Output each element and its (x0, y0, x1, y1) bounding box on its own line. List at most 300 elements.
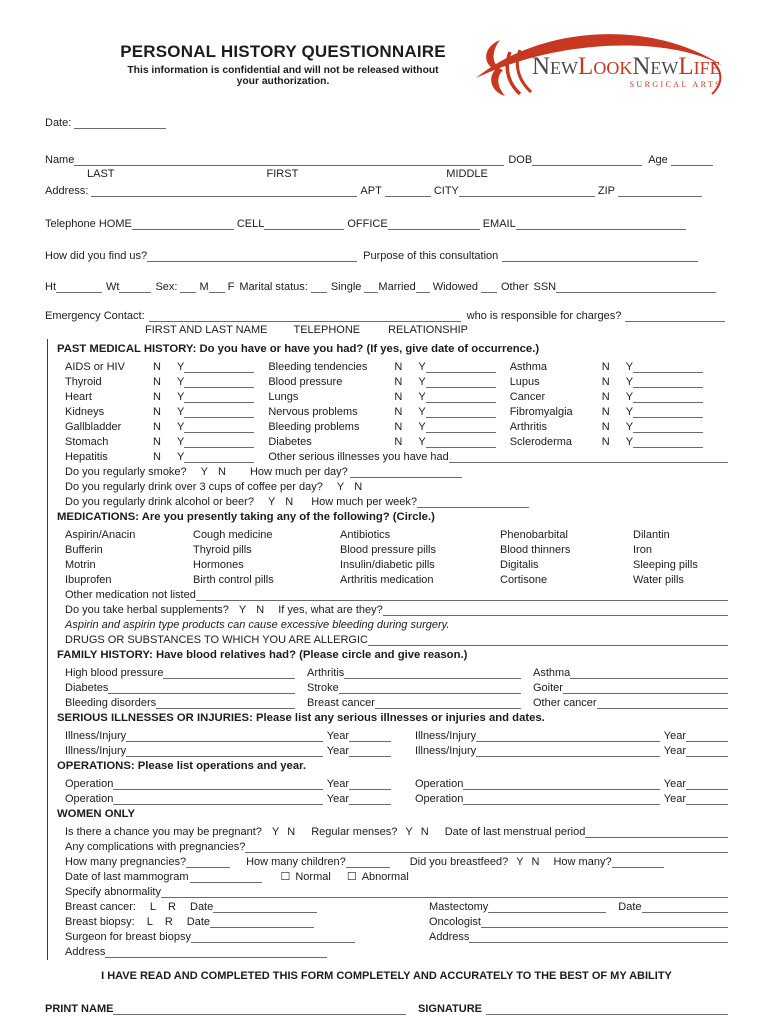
breast-biopsy-date-field[interactable] (210, 916, 314, 928)
family-cell (533, 679, 728, 694)
form-label[interactable]: Y (405, 826, 413, 838)
family-breast-cancer-field[interactable] (375, 697, 521, 709)
form-label: Do you regularly drink over 3 cups of coffee per day? (65, 481, 323, 493)
form-label: Other medication not listed (65, 589, 196, 601)
form-label: Wt (106, 281, 120, 293)
form-label[interactable]: N (153, 406, 161, 418)
form-label: Year (663, 793, 686, 805)
pregnancy-complications-field[interactable] (245, 841, 728, 853)
form-label: Date (190, 901, 214, 913)
form-label[interactable]: N (601, 436, 610, 448)
breast-cancer-row (65, 898, 728, 913)
family-cell (65, 664, 307, 679)
form-label[interactable]: Y (418, 361, 426, 373)
form-label[interactable]: Arthritis (307, 667, 345, 679)
kidneys-date-field[interactable] (184, 406, 254, 418)
fibromyalgia-date-field[interactable] (633, 406, 703, 418)
med-blood-pressure-pills[interactable]: Blood pressure pills (340, 544, 436, 556)
form-label: Any complications with pregnancies? (65, 841, 246, 853)
breastfed-count-field[interactable] (612, 856, 664, 868)
form-label: LAST (87, 168, 115, 180)
family-cell (307, 679, 533, 694)
family-cell (307, 694, 533, 709)
form-label: Regular menses? (311, 826, 398, 838)
form-label: Name (45, 154, 75, 166)
blood-pressure-date-field[interactable] (426, 376, 496, 388)
form-label[interactable]: L (149, 901, 157, 913)
purpose-field[interactable] (502, 250, 698, 262)
family-cell (533, 694, 728, 709)
office-phone-field[interactable] (388, 218, 480, 230)
pregnancies-line (65, 853, 728, 868)
family-arthritis-field[interactable] (344, 667, 521, 679)
form-label[interactable]: Y (625, 406, 634, 418)
brand-name (532, 54, 721, 79)
referral-line (45, 247, 728, 262)
illness-cell (65, 727, 403, 742)
med-insulin-diabetic-pills[interactable]: Insulin/diabetic pills (340, 559, 435, 571)
form-label[interactable]: N (601, 376, 610, 388)
form-label: DOB (508, 154, 533, 166)
weight-field[interactable] (119, 281, 151, 293)
form-label: Specify abnormality (65, 886, 161, 898)
form-label[interactable]: Y (238, 604, 247, 616)
telephone-line (45, 215, 728, 230)
form-label: Arthritis (509, 421, 547, 433)
illness-2-field[interactable] (476, 730, 660, 742)
form-label[interactable]: N (153, 361, 161, 373)
other-medication-field[interactable] (196, 589, 728, 601)
serious-illnesses-heading: SERIOUS ILLNESSES OR INJURIES: Please list any serious illnesses or injuries and dates. (57, 712, 545, 724)
breast-cancer-cell (65, 898, 417, 913)
signature-field[interactable] (486, 1003, 728, 1015)
form-label: Operation (65, 793, 114, 805)
form-label: DRUGS OR SUBSTANCES TO WHICH YOU ARE ALLERGIC (65, 634, 368, 646)
form-label[interactable]: Y (177, 436, 185, 448)
form-label[interactable]: Y (625, 421, 634, 433)
form-label: Surgeon for breast biopsy (65, 931, 191, 943)
form-label[interactable]: Y (177, 421, 185, 433)
date-field[interactable] (74, 117, 166, 129)
med-thyroid-pills[interactable]: Thyroid pills (193, 544, 252, 556)
lungs-date-field[interactable] (426, 391, 496, 403)
form-label: Other serious illnesses you have had (268, 451, 449, 463)
illness-row (65, 742, 728, 757)
form-label[interactable]: Y (177, 376, 185, 388)
form-label[interactable]: Single (330, 281, 362, 293)
form-label[interactable]: N (153, 391, 161, 403)
widowed-blank[interactable] (481, 281, 497, 293)
form-label[interactable]: Y (271, 826, 280, 838)
operation-cell (65, 775, 403, 790)
surgeon-cell (65, 928, 417, 943)
form-label[interactable]: Y (200, 466, 209, 478)
alcohol-quantity-field[interactable] (417, 496, 529, 508)
form-label[interactable]: Y (625, 376, 634, 388)
form-label: Lupus (509, 376, 540, 388)
illness-1-field[interactable] (126, 730, 323, 742)
form-label: Telephone HOME (45, 218, 132, 230)
form-label: Year (326, 745, 349, 757)
breast-biopsy-cell (65, 913, 417, 928)
form-label[interactable]: Y (625, 361, 634, 373)
form-label: Asthma (509, 361, 547, 373)
form-label[interactable]: Y (177, 361, 185, 373)
operation-3-field[interactable] (113, 793, 322, 805)
arthritis-date-field[interactable] (633, 421, 703, 433)
form-label[interactable]: Widowed (432, 281, 478, 293)
form-label[interactable]: N (531, 856, 540, 868)
form-label[interactable]: N (256, 604, 265, 616)
form-label[interactable]: N (394, 376, 403, 388)
form-label: Illness/Injury (415, 730, 477, 742)
referral-field[interactable] (147, 250, 357, 262)
pmh-row (65, 373, 728, 388)
form-label[interactable]: F (227, 281, 235, 293)
family-cell (65, 694, 307, 709)
operations-heading: OPERATIONS: Please list operations and year. (57, 760, 307, 772)
page-title: PERSONAL HISTORY QUESTIONNAIRE (120, 42, 446, 61)
bleeding-tendencies-date-field[interactable] (426, 361, 496, 373)
charges-field[interactable] (625, 310, 725, 322)
form-label: Do you regularly smoke? (65, 466, 187, 478)
married-blank[interactable] (416, 281, 430, 293)
med-cortisone[interactable]: Cortisone (500, 574, 548, 586)
lupus-date-field[interactable] (633, 376, 703, 388)
operation-4-field[interactable] (463, 793, 659, 805)
oncologist-cell (429, 913, 728, 928)
form-label: Normal (295, 871, 331, 883)
stats-line (45, 278, 728, 293)
form-label: Kidneys (65, 406, 105, 418)
form-label: Ht (45, 281, 56, 293)
form-label: Hepatitis (65, 451, 108, 463)
form-label[interactable]: N (601, 421, 610, 433)
form-label[interactable]: Y (177, 391, 185, 403)
form-label[interactable]: N (420, 826, 429, 838)
form-label[interactable]: N (394, 421, 403, 433)
form-label[interactable]: Diabetes (65, 682, 109, 694)
hepatitis-date-field[interactable] (184, 451, 254, 463)
height-field[interactable] (56, 281, 102, 293)
form-label: Nervous problems (268, 406, 358, 418)
form-label[interactable]: Y (625, 391, 634, 403)
med-motrin[interactable]: Motrin (65, 559, 96, 571)
med-iron[interactable]: Iron (633, 544, 652, 556)
oncologist-address-field[interactable] (469, 931, 728, 943)
form-label: Illness/Injury (415, 745, 477, 757)
form-label[interactable]: Y (625, 436, 634, 448)
illness-cell (415, 727, 728, 742)
med-ibuprofen[interactable]: Ibuprofen (65, 574, 112, 586)
family-row (65, 694, 728, 709)
form-label[interactable]: Y (418, 421, 426, 433)
abnormal-checkbox[interactable]: ☐ (346, 871, 357, 883)
operation-3-year-field[interactable] (349, 793, 391, 805)
illness-4-year-field[interactable] (686, 745, 728, 757)
pregnancies-count-field[interactable] (186, 856, 230, 868)
form-label: Operation (65, 778, 114, 790)
form-label[interactable]: Stroke (307, 682, 339, 694)
form-label[interactable]: N (354, 481, 363, 493)
form-label[interactable]: Asthma (533, 667, 571, 679)
herbal-supplements-field[interactable] (383, 604, 728, 616)
lmp-date-field[interactable] (585, 826, 728, 838)
cell-phone-field[interactable] (264, 218, 344, 230)
form-label: Year (663, 778, 686, 790)
other-medication-line (65, 586, 728, 601)
form-label[interactable]: L (146, 916, 153, 928)
form-label: TELEPHONE (293, 324, 361, 336)
brand-word-new-2: New (632, 53, 679, 80)
family-cell (65, 679, 307, 694)
form-label[interactable]: N (394, 406, 403, 418)
form-label[interactable]: Y (516, 856, 524, 868)
name-field[interactable] (74, 154, 504, 166)
breast-biopsy-row (65, 913, 728, 928)
single-blank[interactable] (364, 281, 378, 293)
illness-2-year-field[interactable] (686, 730, 728, 742)
form-label: SSN (533, 281, 557, 293)
form-label: Stomach (65, 436, 109, 448)
form-label: Date (186, 916, 211, 928)
zip-field[interactable] (618, 185, 702, 197)
brand-word-new-1: New (532, 53, 579, 80)
smoke-quantity-field[interactable] (350, 466, 462, 478)
form-label[interactable]: High blood pressure (65, 667, 164, 679)
past-medical-history-heading: PAST MEDICAL HISTORY: Do you have or have you had? (If yes, give date of occurrence.) (57, 343, 540, 355)
form-label[interactable]: N (153, 421, 161, 433)
med-hormones[interactable]: Hormones (193, 559, 244, 571)
med-sleeping-pills[interactable]: Sleeping pills (633, 559, 698, 571)
nervous-problems-date-field[interactable] (426, 406, 496, 418)
form-label[interactable]: N (218, 466, 226, 478)
cancer-date-field[interactable] (633, 391, 703, 403)
illness-3-year-field[interactable] (349, 745, 391, 757)
form-label: Blood pressure (268, 376, 343, 388)
form-label[interactable]: N (394, 391, 403, 403)
form-label: How many children? (246, 856, 346, 868)
city-field[interactable] (459, 185, 595, 197)
med-digitalis[interactable]: Digitalis (500, 559, 539, 571)
pmh-row (65, 388, 728, 403)
emergency-contact-field[interactable] (149, 310, 461, 322)
bleeding-problems-date-field[interactable] (426, 421, 496, 433)
normal-checkbox[interactable]: ☐ (280, 871, 291, 883)
asthma-date-field[interactable] (633, 361, 703, 373)
form-label[interactable]: Y (177, 451, 185, 463)
family-row (65, 679, 728, 694)
mastectomy-date-field[interactable] (642, 901, 728, 913)
operation-cell (65, 790, 403, 805)
form-label[interactable]: Y (336, 481, 345, 493)
form-header (45, 28, 728, 98)
form-label: Sex: (155, 281, 178, 293)
form-label: Gallbladder (65, 421, 122, 433)
abnormality-detail-field[interactable] (161, 886, 728, 898)
sex-blank[interactable] (180, 281, 196, 293)
family-cell (307, 664, 533, 679)
form-label[interactable]: N (285, 496, 294, 508)
illness-4-field[interactable] (476, 745, 660, 757)
smoke-question-line (65, 463, 728, 478)
abnormality-line (65, 883, 728, 898)
brand-word-look: Look (578, 53, 633, 80)
form-label: Is there a chance you may be pregnant? (65, 826, 262, 838)
form-label[interactable]: R (164, 916, 173, 928)
form-label: Date (618, 901, 642, 913)
form-label[interactable]: N (153, 436, 161, 448)
operation-cell (415, 790, 728, 805)
medications-heading: MEDICATIONS: Are you presently taking any of the following? (Circle.) (57, 511, 435, 523)
form-label[interactable]: N (601, 361, 610, 373)
form-label[interactable]: N (153, 451, 161, 463)
family-hbp-field[interactable] (163, 667, 295, 679)
form-label: Heart (65, 391, 92, 403)
operation-2-field[interactable] (463, 778, 659, 790)
mastectomy-field[interactable] (488, 901, 606, 913)
family-bleeding-disorders-field[interactable] (156, 697, 295, 709)
aspirin-warning (65, 616, 728, 631)
page-subtitle: This information is confidential and will not be released without your authorization. (127, 65, 439, 87)
form-label: Address: (45, 185, 89, 197)
form-label[interactable]: N (394, 361, 403, 373)
med-blood-thinners[interactable]: Blood thinners (500, 544, 571, 556)
illness-cell (415, 742, 728, 757)
form-label[interactable]: Y (418, 376, 426, 388)
family-goiter-field[interactable] (563, 682, 728, 694)
illness-1-year-field[interactable] (349, 730, 391, 742)
form-label[interactable]: Y (418, 391, 426, 403)
form-label: Address (429, 931, 470, 943)
form-label[interactable]: Other cancer (533, 697, 597, 709)
children-count-field[interactable] (346, 856, 390, 868)
med-birth-control-pills[interactable]: Birth control pills (193, 574, 274, 586)
surgeon-address-field[interactable] (105, 946, 327, 958)
form-label[interactable]: N (394, 436, 403, 448)
allergies-field[interactable] (368, 634, 728, 646)
address-field[interactable] (91, 185, 357, 197)
form-label[interactable]: Other (500, 281, 529, 293)
form-label[interactable]: Y (418, 406, 426, 418)
form-label: Illness/Injury (65, 730, 127, 742)
form-label: Cancer (509, 391, 546, 403)
operation-row (65, 775, 728, 790)
form-label[interactable]: Y (418, 436, 426, 448)
operation-1-field[interactable] (113, 778, 322, 790)
form-label[interactable]: N (153, 376, 161, 388)
print-name-field[interactable] (113, 1003, 406, 1015)
operation-4-year-field[interactable] (686, 793, 728, 805)
breast-cancer-date-field[interactable] (213, 901, 317, 913)
ssn-field[interactable] (556, 281, 716, 293)
dob-field[interactable] (532, 154, 642, 166)
mammogram-date-field[interactable] (190, 871, 262, 883)
operation-2-year-field[interactable] (686, 778, 728, 790)
age-field[interactable] (671, 154, 713, 166)
name-sublabels (45, 166, 728, 180)
family-diabetes-field[interactable] (108, 682, 295, 694)
form-label: How much per day? (249, 466, 348, 478)
oncologist-address-cell (429, 928, 728, 943)
brand-word-life: Life (678, 53, 721, 80)
email-field[interactable] (516, 218, 686, 230)
operation-1-year-field[interactable] (349, 778, 391, 790)
form-label[interactable]: Y (177, 406, 185, 418)
med-bufferin[interactable]: Bufferin (65, 544, 103, 556)
form-label[interactable]: R (168, 901, 176, 913)
med-antibiotics[interactable]: Antibiotics (340, 529, 391, 541)
form-label: How much per week? (311, 496, 418, 508)
family-other-cancer-field[interactable] (597, 697, 728, 709)
med-cough-medicine[interactable]: Cough medicine (193, 529, 273, 541)
form-label: Year (326, 778, 349, 790)
form-label: Marital status: (239, 281, 308, 293)
pmh-row (65, 433, 728, 448)
med-aspirin-anacin[interactable]: Aspirin/Anacin (65, 529, 136, 541)
form-label: Thyroid (65, 376, 102, 388)
form-label: Mastectomy (429, 901, 489, 913)
med-arthritis-medication[interactable]: Arthritis medication (340, 574, 434, 586)
form-label: Oncologist (429, 916, 481, 928)
aids-hiv-date-field[interactable] (184, 361, 254, 373)
form-label[interactable]: Married (378, 281, 416, 293)
form-label: Operation (415, 793, 464, 805)
form-label[interactable]: N (287, 826, 296, 838)
form-label[interactable]: Breast cancer (307, 697, 375, 709)
form-label[interactable]: Goiter (533, 682, 563, 694)
form-label: SIGNATURE (418, 1003, 482, 1015)
form-label: Bleeding tendencies (268, 361, 368, 373)
family-asthma-field[interactable] (570, 667, 728, 679)
form-label[interactable]: N (601, 391, 610, 403)
med-water-pills[interactable]: Water pills (633, 574, 684, 586)
apt-field[interactable] (385, 185, 431, 197)
clinic-logo (470, 24, 728, 98)
illness-3-field[interactable] (126, 745, 323, 757)
family-stroke-field[interactable] (339, 682, 521, 694)
form-label: Purpose of this consultation (363, 250, 499, 262)
med-phenobarbital[interactable]: Phenobarbital (500, 529, 568, 541)
oncologist-field[interactable] (481, 916, 728, 928)
form-label[interactable]: M (199, 281, 209, 293)
form-label: CELL (236, 218, 265, 230)
form-label: How did you find us? (45, 250, 148, 262)
breast-surgeon-field[interactable] (191, 931, 355, 943)
form-label: Year (326, 793, 349, 805)
sex-m-blank[interactable] (209, 281, 225, 293)
other-illnesses-field[interactable] (449, 451, 728, 463)
med-dilantin[interactable]: Dilantin (633, 529, 670, 541)
form-label: MIDDLE (446, 168, 488, 180)
form-label: Address (65, 946, 106, 958)
scleroderma-date-field[interactable] (633, 436, 703, 448)
heart-date-field[interactable] (184, 391, 254, 403)
form-label: Do you regularly drink alcohol or beer? (65, 496, 254, 508)
form-label[interactable]: Y (267, 496, 276, 508)
title-block (117, 28, 449, 87)
warning-text: Aspirin and aspirin type products can cause excessive bleeding during surgery. (65, 619, 450, 631)
home-phone-field[interactable] (132, 218, 234, 230)
thyroid-date-field[interactable] (184, 376, 254, 388)
marital-blank[interactable] (311, 281, 327, 293)
diabetes-date-field[interactable] (426, 436, 496, 448)
medications-row (65, 541, 728, 556)
stomach-date-field[interactable] (184, 436, 254, 448)
gallbladder-date-field[interactable] (184, 421, 254, 433)
form-label[interactable]: Bleeding disorders (65, 697, 157, 709)
form-label[interactable]: N (601, 406, 610, 418)
